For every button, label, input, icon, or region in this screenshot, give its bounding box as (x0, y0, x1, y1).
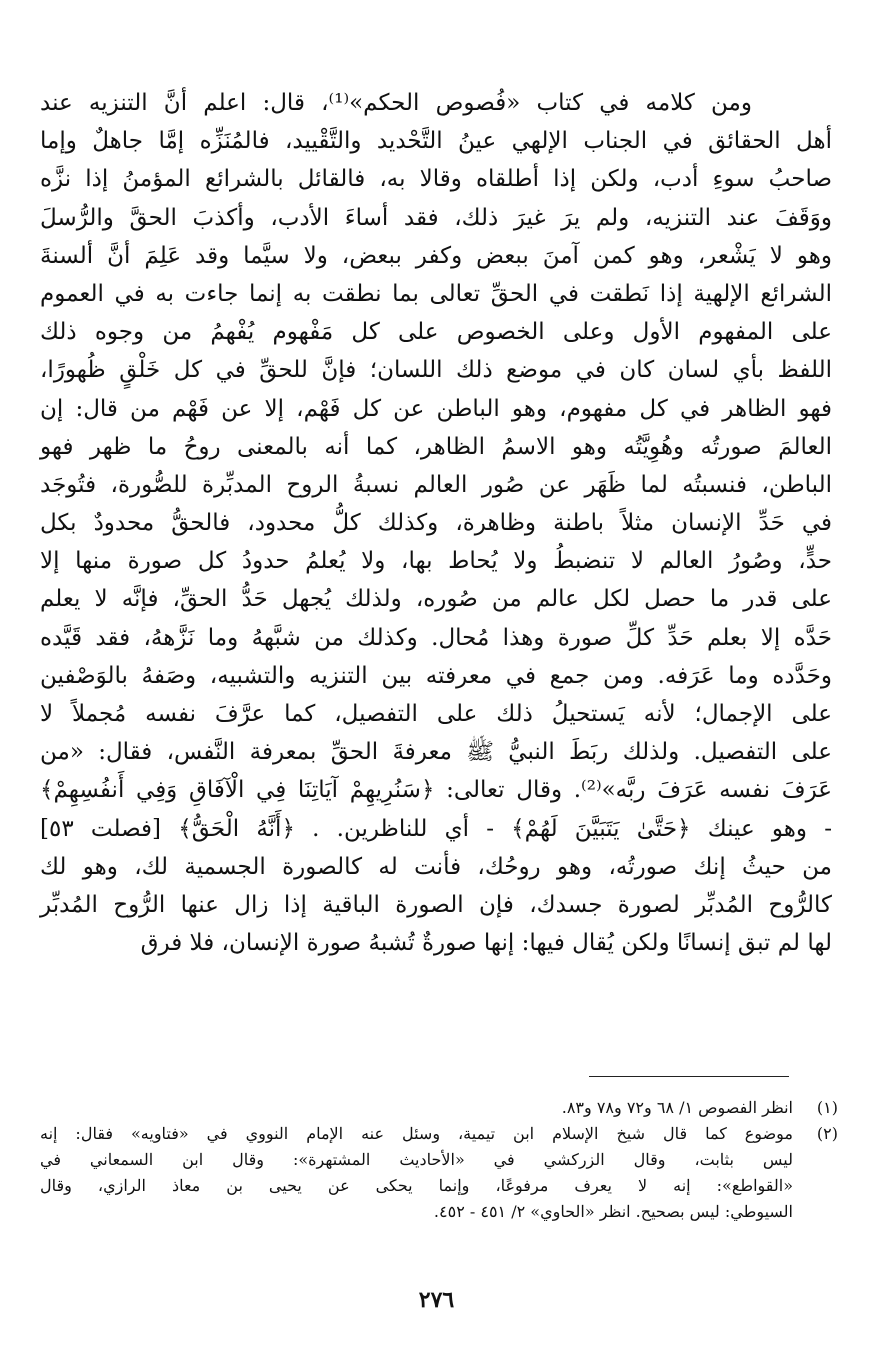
body-line: على قدر ما حصل لكل عالم من صُوره، ولذلك يُجهل حَدُّ الحقِّ، فإنَّه لا يعلم (40, 586, 832, 613)
body-line: ومن كلامه في كتاب «فُصوص الحكم»⁽¹⁾، قال: اعلم أنَّ التنزيه عند (40, 90, 752, 116)
body-line: كالرُّوح المُدبِّر لصورة جسدك، فإن الصورة الباقية إذا زال عنها الرُّوح المُدبِّر (40, 891, 832, 918)
body-line: حدٍّ، وصُورُ العالم لا تنضبطُ ولا يُحاط بها، ولا يُعلمُ حدودُ كل صورة منها إلا (40, 548, 832, 575)
body-line: الباطن، فنسبتُه لما ظَهَر عن صُور العالم نسبةُ الروح المدبِّرة للصُّورة، فتُوجَد (40, 471, 832, 498)
body-line: وهو لا يَشْعر، وهو كمن آمنَ ببعض وكفر ببعض، ولا سيَّما وقد عَلِمَ أنَّ ألسنةَ (40, 242, 832, 269)
body-line: من حيثُ إنك صورتُه، وهو روحُك، فأنت له كالصورة الجسمية لك، وهو لك (40, 853, 832, 880)
body-line: حَدَّه إلا بعلم حَدِّ كلِّ صورة وهذا مُحال. وكذلك من شبَّههُ وما نَزَّههُ، فقد قَيَّده (40, 624, 832, 651)
footnote-text (40, 1121, 793, 1225)
body-line: لها لم تبق إنسانًا ولكن يُقال فيها: إنها صورةٌ تُشبهُ صورة الإنسان، فلا فرق (140, 930, 832, 957)
page-number: ٢٧٦ (418, 1287, 455, 1313)
body-line: - وهو عينك ﴿حَتَّىٰ يَتَبَيَّنَ لَهُمْ﴾ - أي للناظرين. . ﴿أَنَّهُ الْحَقُّ﴾ [فصلت ٥٣] (40, 815, 832, 842)
footnotes (40, 1095, 838, 1225)
body-line: على المفهوم الأول وعلى الخصوص على كل مَفْهوم يُفْهمُ من وجوه ذلك (40, 319, 832, 346)
footnote-1 (40, 1095, 838, 1121)
body-text (40, 84, 832, 962)
body-line: الشرائع الإلهية إذا نَطقت في الحقِّ تعالى بما نطقت به إنما جاءت به في العموم (40, 280, 832, 307)
body-line: عَرَفَ نفسه عَرَفَ ربَّه»⁽²⁾. وقال تعالى: ﴿سَنُرِيهِمْ آيَاتِنَا فِي الْآفَاقِ وَفِي أَنفُسِهِمْ﴾ (40, 777, 832, 804)
footnote-2 (40, 1121, 838, 1225)
footnote-number: (١) (816, 1098, 838, 1117)
footnote-line: انظر الفصوص ١/ ٦٨ و٧٢ و٧٨ و٨٣. (561, 1098, 793, 1117)
body-line: وحَدَّده وما عَرَفه. ومن جمع في معرفته بين التنزيه والتشبيه، وصَفهُ بالوَصْفين (40, 662, 832, 689)
footnote-text (40, 1095, 793, 1121)
footnote-line: «القواطع»: إنه لا يعرف مرفوعًا، وإنما يحكى عن يحيى بن معاذ الرازي، وقال (40, 1176, 793, 1195)
body-line: العالمَ صورتُه وهُوِيَّتُه وهو الاسمُ الظاهر، كما أنه بالمعنى روحُ ما ظهر فهو (40, 433, 832, 460)
body-line: على الإجمال؛ لأنه يَستحيلُ ذلك على التفصيل، كما عرَّفَ نفسه مُجملاً لا (40, 701, 832, 727)
footnote-line: السيوطي: ليس بصحيح. انظر «الحاوي» ٢/ ٤٥١ - ٤٥٢. (433, 1202, 793, 1221)
footnote-separator (589, 1076, 789, 1077)
body-line: صاحبُ سوءِ أدب، ولكن إذا أطلقاه وقالا به، فالقائل بالشرائع المؤمنُ إذا نزَّه (40, 166, 832, 193)
body-line: ووَقَفَ عند التنزيه، ولم يرَ غيرَ ذلك، فقد أساءَ الأدب، وأكذبَ الحقَّ والرُّسلَ (40, 204, 832, 231)
footnote-number: (٢) (816, 1124, 838, 1143)
body-line: أهل الحقائق في الجناب الإلهي عينُ التَّحْديد والتَّقْييد، فالمُنَزِّه إمَّا جاهلٌ وإما (40, 128, 832, 155)
body-line: على التفصيل. ولذلك ربَطَ النبيُّ ﷺ معرفةَ الحقِّ بمعرفة النَّفس، فقال: «من (40, 739, 832, 766)
body-line: فهو الظاهر في كل مفهوم، وهو الباطن عن كل فَهْم، إلا عن فَهْم من قال: إن (40, 395, 832, 422)
footnote-line: موضوع كما قال شيخ الإسلام ابن تيمية، وسئل عنه الإمام النووي في «فتاويه» فقال: إنه (40, 1124, 793, 1143)
body-line: في حَدِّ الإنسان مثلاً باطنة وظاهرة، وكذلك كلُّ محدود، فالحقُّ محدودٌ بكل (40, 510, 832, 537)
body-line: اللفظ بأي لسان كان في موضع ذلك اللسان؛ فإنَّ للحقِّ في كل خَلْقٍ ظُهورًا، (40, 357, 832, 384)
footnote-line: ليس بثابت، وقال الزركشي في «الأحاديث المشتهرة»: وقال ابن السمعاني في (40, 1150, 793, 1169)
